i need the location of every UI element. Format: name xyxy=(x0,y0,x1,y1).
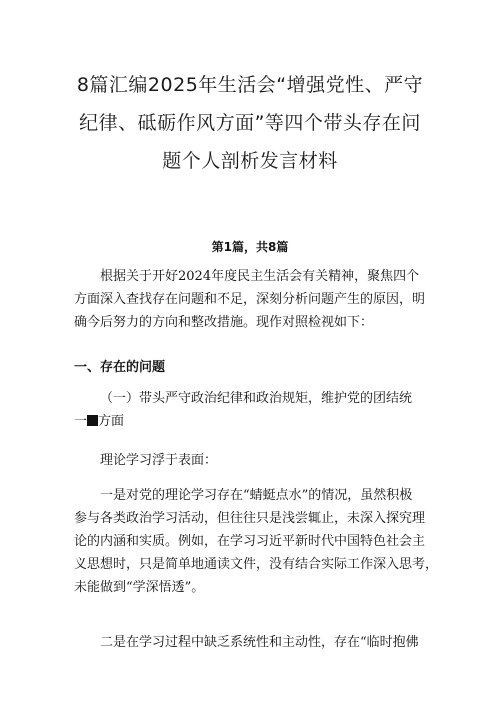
intro-line-3: 确今后努力的方向和整改措施。现作对照检视如下： xyxy=(74,315,374,330)
document-title xyxy=(60,66,440,180)
sub-heading-line-2-end: 方面 xyxy=(98,414,125,429)
intro-line-1: 根据关于开好2024年度民主生活会有关精神，聚焦四个 xyxy=(100,269,420,284)
point1-line-2: 参与各类政治学习活动，但往往只是浅尝辄止，未深入探究理 xyxy=(74,511,426,526)
title-line-1: 8篇汇编2025年生活会“增强党性、严守 xyxy=(76,74,424,96)
redaction-block xyxy=(87,415,98,426)
sub-heading-line-2 xyxy=(74,410,434,433)
point1-line-1: 一是对党的理论学习存在“蜻蜓点水”的情况，虽然积极 xyxy=(100,488,413,503)
intro-paragraph xyxy=(74,265,434,334)
page-indicator: 第1篇，共8篇 xyxy=(211,240,289,254)
point-two-paragraph xyxy=(74,631,434,654)
title-line-2: 纪律、砥砺作风方面”等四个带头存在问 xyxy=(79,112,421,134)
point1-line-4: 义思想时，只是简单地通读文件，没有结合实际工作深入思考， xyxy=(74,557,439,572)
section-heading: 一、存在的问题 xyxy=(74,360,166,375)
point-one-paragraph xyxy=(74,484,439,599)
point1-line-3: 论的内涵和实质。例如，在学习习近平新时代中国特色社会主 xyxy=(74,534,426,549)
sub-heading-line-2-start: 一 xyxy=(74,414,88,429)
sub-heading-paragraph xyxy=(74,387,434,433)
intro-line-2: 方面深入查找存在问题和不足，深刻分析问题产生的原因，明 xyxy=(74,292,426,307)
point1-line-5: 未能做到“学深悟透”。 xyxy=(74,580,205,595)
topic-paragraph xyxy=(74,449,434,472)
title-line-3: 题个人剖析发言材料 xyxy=(162,150,338,172)
sub-heading-line-1: （一）带头严守政治纪律和政治规矩，维护党的团结统 xyxy=(100,391,413,406)
topic-line: 理论学习浮于表面： xyxy=(100,453,218,468)
point2-line-1: 二是在学习过程中缺乏系统性和主动性，存在“临时抱佛 xyxy=(100,635,419,650)
